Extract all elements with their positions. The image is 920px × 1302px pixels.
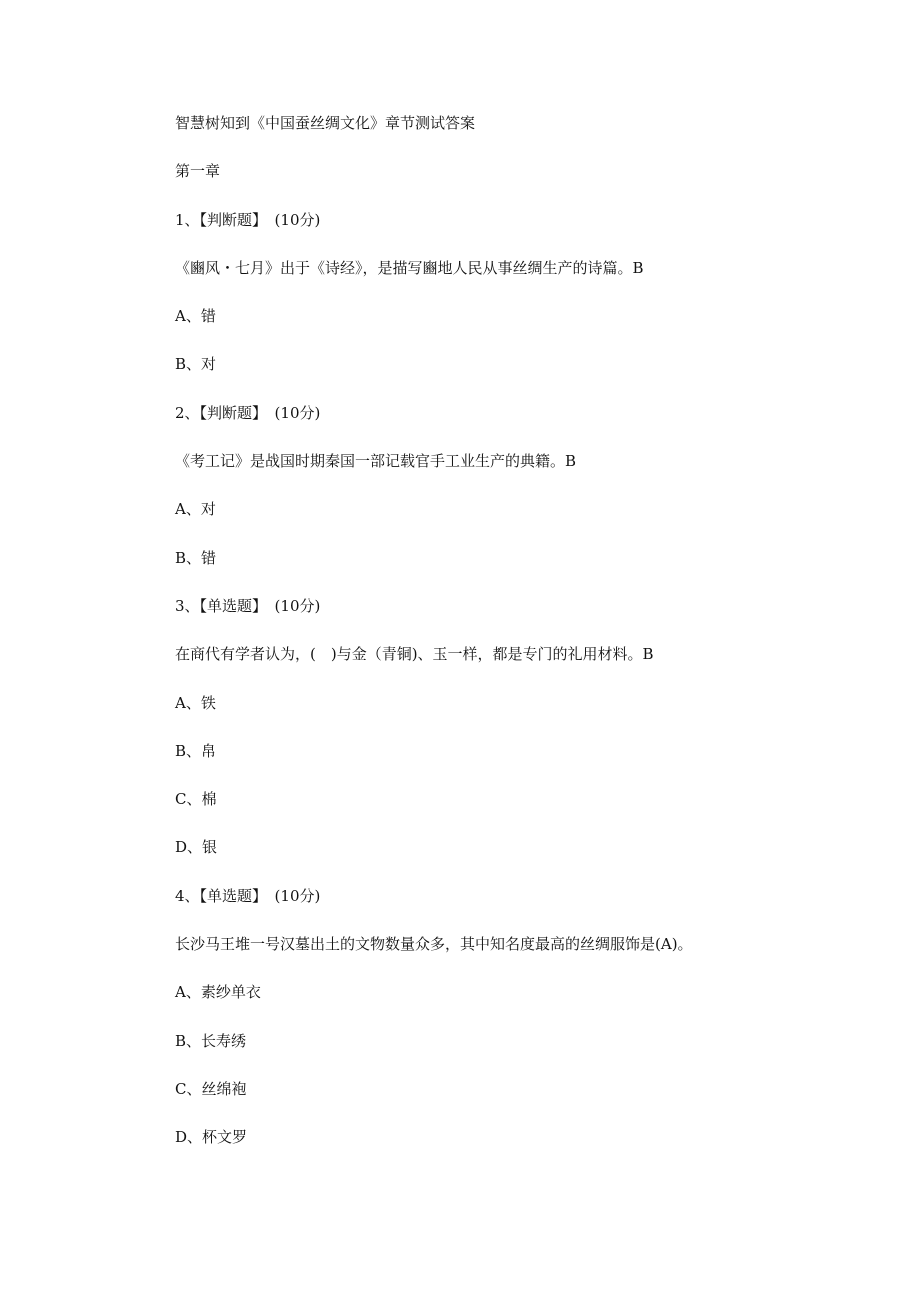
question-4-header: 4、【单选题】 (10分) bbox=[175, 886, 321, 905]
question-1-header: 1、【判断题】 (10分) bbox=[175, 210, 321, 229]
question-4-option-d: D、杯文罗 bbox=[175, 1128, 248, 1147]
document-title: 智慧树知到《中国蚕丝绸文化》章节测试答案 bbox=[175, 114, 476, 132]
question-4-option-b: B、长寿绣 bbox=[175, 1031, 247, 1050]
question-2-option-b: B、错 bbox=[175, 548, 217, 567]
question-1-text: 《豳风・七月》出于《诗经》，是描写豳地人民从事丝绸生产的诗篇。B bbox=[175, 258, 644, 277]
question-2-option-a: A、对 bbox=[175, 500, 216, 519]
question-3-text: 在商代有学者认为，( )与金（青铜)、玉一样，都是专门的礼用材料。B bbox=[175, 645, 654, 664]
question-1-option-a: A、错 bbox=[175, 307, 216, 326]
question-3-header: 3、【单选题】 (10分) bbox=[175, 596, 321, 615]
question-2-header: 2、【判断题】 (10分) bbox=[175, 403, 321, 422]
question-2-text: 《考工记》是战国时期秦国一部记载官手工业生产的典籍。B bbox=[175, 452, 577, 471]
question-3-option-d: D、银 bbox=[175, 838, 218, 857]
question-4-option-c: C、丝绵袍 bbox=[175, 1079, 247, 1098]
question-3-option-b: B、帛 bbox=[175, 741, 217, 760]
question-3-option-c: C、棉 bbox=[175, 790, 217, 809]
chapter-heading: 第一章 bbox=[175, 162, 221, 181]
document-page bbox=[175, 113, 875, 1176]
question-4-option-a: A、素纱单衣 bbox=[175, 983, 261, 1002]
question-4-text: 长沙马王堆一号汉墓出土的文物数量众多，其中知名度最高的丝绸服饰是(A)。 bbox=[175, 935, 693, 954]
question-3-option-a: A、铁 bbox=[175, 693, 216, 712]
question-1-option-b: B、对 bbox=[175, 355, 217, 374]
